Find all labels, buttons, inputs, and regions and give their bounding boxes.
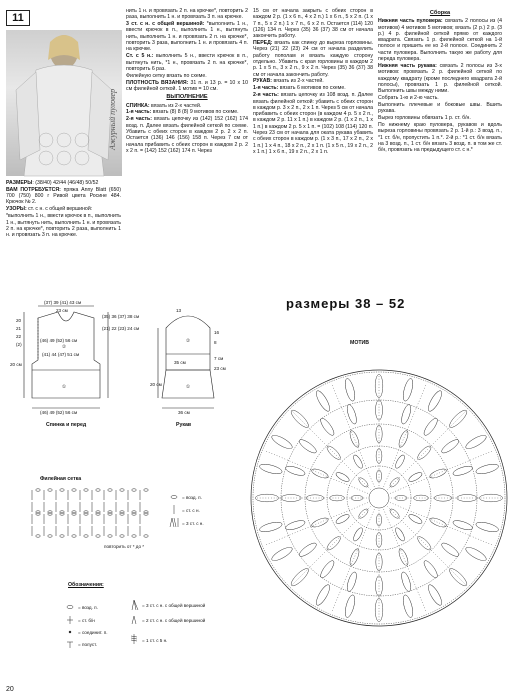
motif-loop [416,535,433,552]
materials-text: пряжа Anny Blatt (650) 700 (750) 800 г Ривой цвета Росине 484. Крючок № 2. [6,186,121,206]
legend-3dc: = 3 ст. с н. с общей вершиной [142,603,206,608]
motif-loop [376,425,382,443]
sizes-text: : (38/40) 42/44 (46/48) 50/52 [32,180,99,186]
motif-loop [422,416,440,437]
legend-chain: = возд. п. [78,605,98,610]
2dc-cluster-symbol [132,616,136,624]
filet-chain [144,535,148,537]
motif-loop [289,566,311,588]
sleeve-part-2: ② [186,338,191,343]
pattern-number: 11 [6,10,30,26]
lower-sleeve-label: Нижняя часть рукава: [378,62,437,69]
motif-loop [389,508,401,520]
sleeve-36cm: 36 см [178,410,190,415]
filet-chain [48,535,52,537]
bust-width: (46) 49 (52) 56 см [40,338,78,343]
lower-pullover-label: Нижняя часть пуловера: [378,18,443,25]
motif-loop [348,548,361,567]
3dc-cluster-symbol [132,600,138,610]
motif-outer-edge [251,370,507,626]
assembly-step-2: Выполнить плечевые и боковые швы. Вшить рукава. [378,101,502,115]
motif-loop [475,520,499,533]
body-schematic [0,290,160,430]
sleeve-label: РУКАВ: [253,78,273,85]
assembly-step-1: Собрать 1-ю и 2-ю часть. [378,95,439,102]
motif-loop [289,408,311,430]
repeat-text: повторить от * до * [104,544,145,549]
filet-chain [36,489,40,491]
back-text: вязать из 2-х частей. [149,102,202,109]
filet-legend-chain: = возд. п. [182,495,202,500]
sleeve-caption: Рукав [176,422,192,428]
sleeve-part1-text: вязать 6 мотивов по схеме. [278,85,346,92]
motif-loop [297,437,318,455]
legend-5wrap: = 1 ст. с 5 н. [142,638,168,643]
motif-loop [375,598,383,621]
sleeve-cap-8: 8 [214,340,217,345]
filet-chain [108,489,112,491]
motif-loop [318,559,336,580]
motif-spoke [388,410,467,489]
motif-loop [270,433,294,451]
assembly-step-3: Вырез горловины обвязать 1 р. ст. б/н. [378,115,471,122]
motif-loop [318,416,336,437]
neck-width: 23 см [56,308,68,313]
motif-loop [416,444,433,461]
motif-loop [357,508,369,520]
lower-pullover-text: связать 2 полосы из (4 мотивов) 4 мотивов 5 мотивов; вязать (2 р.) 2 р. (3 р.) 4 р. филейной сеткой прямо от каждого квадрата. Связать 1 р. филейной сеткой на 1-й полосе и пришить ее ко 2-й полосе. Соединить 2 части пуловера. Выполнить такую же работу для переда пуловера. [378,18,502,63]
filet-chain [96,489,100,491]
motif-loop [259,462,283,475]
filet-chain [36,535,40,537]
model-illustration [6,30,122,176]
motif-loop [408,513,424,525]
filet-chain [120,535,124,537]
filet-chain [144,489,148,491]
page-number: 20 [6,686,14,693]
chain-symbol [67,605,73,608]
body-top-width: (37) 39 (41) 43 см [44,300,82,305]
motif-loop [440,541,461,559]
motif-center-ring [369,488,389,508]
column-3 [253,8,373,156]
motif-loop [447,408,469,430]
motif-loop [297,541,318,559]
motif-spoke [390,451,494,494]
patterns-text: ст. с н. с общей вершиной: [26,206,93,213]
waist-width: (41) 44 (47) 51 см [42,352,80,357]
motif-loop [352,527,364,543]
part-2-marker: ② [62,344,67,349]
motif-loop [429,516,448,529]
motif-spoke [264,503,368,546]
filet-legend-3dc: = 3 ст. с н. [182,521,204,526]
filet-chain [48,489,52,491]
sleeve-cap-16: 16 [214,330,220,335]
motif-loop [335,513,351,525]
part1-text: вязать (8) 8 (8) 9 мотивов по схеме. [151,109,239,116]
motif-loop [352,454,364,470]
motif-spoke [390,503,494,546]
motif-loop [397,548,410,567]
part-1-marker: ① [62,384,67,389]
sleeve-cap-13: 13 [176,308,182,313]
part2-text: вязать цепочку из (142) 152 (162) 174 возд. п. Далее вязать филейной сеткой по схеме. Убавить с обеих сторон в каждом 2 р. 2 х 2 п. Остается (136) 146 (156) 158 п. Через 7 см от начала прибавить с обеих сторон в каждом 2 р. 2 х 2 п. = (142) 152 (162) 174 п. Через [126,116,248,154]
filet-chain [132,535,136,537]
col3-intro: 15 см от начала закрыть с обеих сторон в каждом 2 р. (1 х 6 п., 4 х 2 п.) 1 х 6 п., 5 х 2 п. (1 х 7 п., 5 х 2 п.) 1 х 7 п., 6 х 2 п. Остается (114) 120 (126) 134 п. Через (35) 36 (37) 38 см от начала закончить работу. [253,8,373,40]
motif-loop [314,389,332,413]
motif-spoke [332,509,375,612]
motif-spoke [264,451,368,494]
sizes-label: РАЗМЕРЫ [6,180,33,186]
motif-loop [394,527,406,543]
column-1 [6,180,121,239]
vertical-title: Ажурный пуловер [108,88,117,150]
filet-mesh-diagram [10,484,250,564]
model-photo [6,30,122,176]
motif-loop [376,553,382,571]
legend-hdc: = полуст. [78,642,97,647]
motif-loop [475,462,499,475]
sleeve-schematic [150,290,260,430]
materials-label: ВАМ ПОТРЕБУЕТСЯ: [6,186,61,193]
filet-chain [84,489,88,491]
sleeve-text: вязать из 2-х частей. [272,78,324,85]
legend-slip: = соединит. п. [78,630,108,635]
motif-loop [447,566,469,588]
motif-loop [464,545,488,563]
motif-loop [397,430,410,449]
sleeve-part2-label: 2-я часть: [253,92,279,99]
lower-height: 20 см [10,362,22,367]
filet-legend-3dc-symbol [170,518,178,527]
motif-loop [255,494,278,502]
motif-spoke [388,507,467,586]
body-caption: Спинка и перед [46,422,87,428]
motif-loop [357,476,369,488]
part1-label: 1-я часть: [126,109,152,116]
assembly-step-4: По нижнему краю пуловера, рукавов и вдоль выреза горловины провязать 2 р. 1-й р.: 3 возд. п., *1 ст. б/н, пропустить 1 п.*. 2-й р.: *1 ст. б/н вязать на 3 возд. п., 1 ст. б/н вязать 3 возд. п. в том же ст. б/н, провязать на предыдущего ст. с н.* [378,122,502,154]
motif-spoke [384,383,427,487]
motif-spoke [332,383,375,487]
stitch-3-label: 3 ст. с н. с общей вершиной: [126,21,205,28]
filet-chain [84,535,88,537]
motif-loop [325,444,342,461]
motif-loop [270,545,294,563]
part2-label: 2-я часть: [126,116,152,123]
back-label: СПИНКА: [126,102,150,109]
motif-diagram [254,348,504,654]
motif-loop [343,594,356,618]
motif-loop [394,454,406,470]
motif-loop [375,374,383,397]
filet-legend-dc: = ст. с н. [182,508,200,513]
motif-loop [479,494,502,502]
neck-depth-label: (21) 22 (23) 24 см [102,326,140,331]
sizes-banner: размеры 38 – 52 [286,296,406,311]
patterns-body: *выполнить 1 н., ввести крючок в п., выполнить 1 н., вытянуть нить, выполнить 1 н. и провязать 2 п. на крючке*, повторить 2 раза, выполнить 1 н. и провязать 3 п. на крючке. [6,213,121,239]
motif-loop [348,430,361,449]
motif-loop [401,594,414,618]
legend-title: Обозначения: [68,582,104,588]
stitch-5-label: Ст. с 5 н.: [126,53,154,60]
lower-sleeve-text: связать 2 полосы из 3-х мотивов: провязать 2 р. филейной сеткой по каждому квадрату (кроме последнего квадрата 2-й полосы), провязать 1 р. филейной сеткой. Выполнить швы между ними. [378,62,502,95]
column-4 [378,8,502,154]
legend-2dc: = 2 ст. с н. с общей вершиной [142,618,206,623]
motif-loop [422,559,440,580]
sleeve-part1-label: 1-я часть: [253,85,279,92]
motif-loop [330,495,345,501]
filet-chain [108,535,112,537]
motif-loop [408,471,424,483]
motif-loop [325,535,342,552]
column-2 [126,8,248,155]
motif-loop [434,495,452,501]
sleeve-23cm: 23 см [214,366,226,371]
motif-loop [464,433,488,451]
side-22: 22 [16,334,22,339]
side-21: 21 [16,326,22,331]
motif-loop [376,449,382,464]
patterns-label: УЗОРЫ: [6,206,27,213]
motif-loop [440,437,461,455]
motif-spoke [384,509,427,612]
filet-legend-chain-symbol [171,496,177,499]
legend-box [58,590,258,660]
motif-loop [306,495,324,501]
filet-chain [72,535,76,537]
motif-loop [414,495,429,501]
col2-intro: нить 1 н. и провязать 2 п. на крючке*, повторить 2 раза, выполнить 1 н. и провязать 3 п. на крючке. [126,8,248,21]
legend-sc: = ст. б/н [78,618,95,623]
sleeve-7cm: 7 см [214,356,224,361]
slip-stitch-symbol [69,631,71,633]
motif-loop [401,378,414,402]
front-label: ПЕРЕД: [253,40,273,47]
sleeve-part-1: ① [186,384,191,389]
filet-chain [132,489,136,491]
filet-note: Филейную сетку вязать по схеме. [126,72,207,79]
motif-loop [335,471,351,483]
motif-loop [314,583,332,607]
motif-loop [259,520,283,533]
motif-loop [426,389,444,413]
side-2: (2) [16,342,22,347]
execution-heading: ВЫПОЛНЕНИЕ [166,94,208,101]
sleeve-part2-text: вязать цепочку из 108 возд. п. Далее вязать филейной сеткой: убавить с обеих сторон в каждом р. 3 х 2 п., 2 х 1 п. Через 5 см от начала прибавить с обеих сторон (в каждом 4 р. 5 х 2 п., в каждом 2 р. 11 х 1 п.) в каждом 2 р. (1 х 2 п., 1 х 1 п.) в каждом 2 р. 5 х 1 п. = (102) 108 (114) 120 п. Через 23 см от начала для оката рукава убавить с обеих сторон в каждом р. (1 х 3 п., 17 х 2 п., 2 х 1 п.) 1 х 4 п., 18 х 2 п., 2 х 1 п. (1 х 5 п., 19 х 2 п., 2 х 1 п.) 1 х 6 п., 19 х 2 п., 2 х 1 п. [253,92,373,155]
filet-chain [96,535,100,537]
front-text: вязать как спинку до выреза горловины. Через (21) 22 (23) 24 см от начала разделить работу пополам и вязать каждую сторону отдельно. Убавить с края горловины в каждом 2 р. 1 х 5 п., 3 х 2 п., 9 х 2 п. Через (35) 36 (37) 38 см от начала закончить работу. [253,40,373,78]
body-height-label: (35) 36 (37) 38 см [102,314,140,319]
motif-loop [389,476,401,488]
motif-loop [426,583,444,607]
motif-caption: МОТИВ [350,340,369,346]
filet-caption: Филейная сетка [40,476,82,482]
filet-chain [72,489,76,491]
filet-chain [60,535,64,537]
hem-width: (46) 49 (52) 56 см [40,410,78,415]
filet-chain [60,489,64,491]
filet-chain [120,489,124,491]
motif-loop [429,467,448,480]
sleeve-20cm: 20 см [150,382,162,387]
motif-loop [376,533,382,548]
stitch-3-text: *выполнить 1 н., ввести крючок в п., выполнить 1 н., вытянуть нить, выполнить 1 н. и провязать 2 п. на крючке*, повторить 3 раза, выполнить 1 н. и провязать 4 п. на крючке. [126,21,248,53]
motif-loop [343,378,356,402]
motif-loop [311,467,330,480]
motif-spoke [291,507,370,586]
motif-loop [311,516,330,529]
stitch-5-text: выполнить 5 н., ввести крючок в п., вытянуть нить, *1 н., провязать 2 п. на крючке*, повторить 6 раз. [126,53,248,72]
sleeve-35cm: 35 см [174,360,186,365]
side-20: 20 [16,318,22,323]
motif-spoke [291,410,370,489]
density-text: 31 п. и 13 р. = 10 х 10 см филейной сеткой. 1 мотив = 10 см. [126,79,248,92]
assembly-heading: Сборка [429,10,451,16]
density-label: ПЛОТНОСТЬ ВЯЗАНИЯ: [126,79,189,86]
